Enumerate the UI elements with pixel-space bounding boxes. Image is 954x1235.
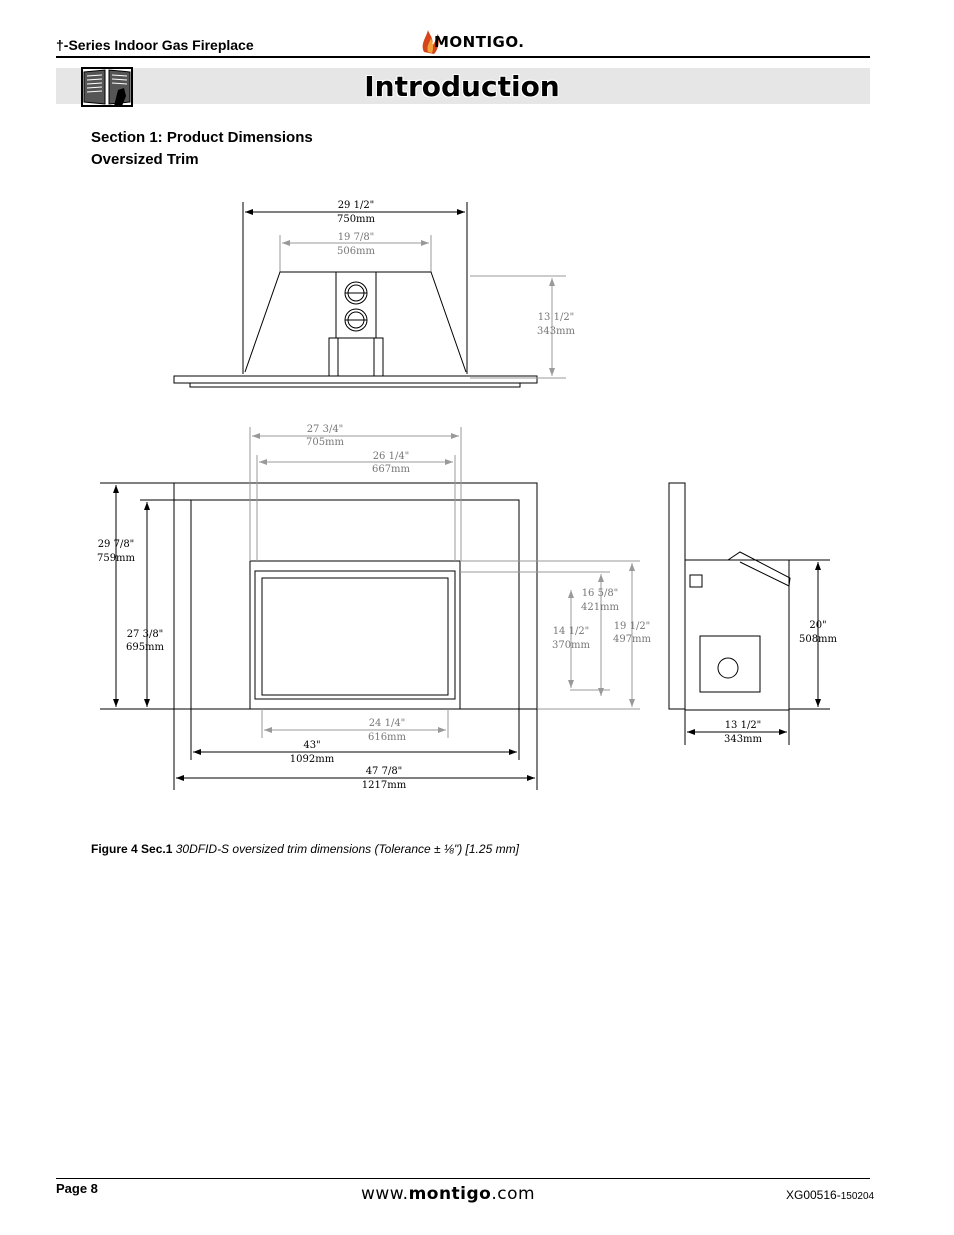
top-view — [174, 202, 566, 387]
figure-label: Figure 4 Sec.1 — [91, 842, 173, 856]
dim-firebox-height-mm: 497mm — [612, 634, 652, 645]
dim-glass-height-mm: 421mm — [580, 602, 620, 613]
figure-caption — [91, 842, 519, 856]
web-brand: montigo — [408, 1184, 492, 1204]
dim-side-height-mm: 508mm — [798, 634, 838, 645]
dim-firebox-width-mm: 667mm — [371, 464, 411, 475]
dim-glass-width: 24 1/4" — [368, 718, 406, 729]
dim-inner-trim-width-mm: 1092mm — [289, 754, 335, 765]
dim-opening-width: 27 3/4" — [306, 424, 344, 435]
dim-top-inner-mm: 506mm — [336, 246, 376, 257]
dim-firebox-width: 26 1/4" — [372, 451, 410, 462]
dim-glass-width-mm: 616mm — [367, 732, 407, 743]
side-view — [669, 483, 830, 745]
footer-rule — [56, 1178, 870, 1179]
dim-top-depth-mm: 343mm — [536, 326, 576, 337]
dim-top-inner: 19 7/8" — [337, 232, 375, 243]
dim-trim-height-mm: 759mm — [96, 553, 136, 564]
dim-firebox-height: 19 1/2" — [613, 621, 651, 632]
doc-revision: 150204 — [840, 1191, 875, 1202]
document-number — [786, 1188, 874, 1202]
series-title: †-Series Indoor Gas Fireplace — [56, 37, 254, 53]
dim-side-depth-mm: 343mm — [723, 734, 763, 745]
dim-trim-height: 29 7/8" — [97, 539, 135, 550]
dim-inner-trim-height-mm: 695mm — [125, 642, 165, 653]
website-url — [361, 1184, 535, 1204]
web-prefix: www. — [361, 1184, 409, 1204]
dim-side-depth: 13 1/2" — [724, 720, 762, 731]
dim-top-width: 29 1/2" — [337, 200, 375, 211]
dim-opening-height: 14 1/2" — [552, 626, 590, 637]
dim-top-depth: 13 1/2" — [537, 312, 575, 323]
dim-side-height: 20" — [809, 620, 827, 631]
dim-top-width-mm: 750mm — [336, 214, 376, 225]
dim-inner-trim-height: 27 3/8" — [126, 629, 164, 640]
page-title: Introduction — [364, 70, 560, 103]
dim-trim-width: 47 7/8" — [365, 766, 403, 777]
section-subheading: Oversized Trim — [91, 151, 199, 168]
dim-opening-width-mm: 705mm — [305, 437, 345, 448]
dim-trim-width-mm: 1217mm — [361, 780, 407, 791]
dim-glass-height: 16 5/8" — [581, 588, 619, 599]
web-suffix: .com — [491, 1184, 536, 1204]
page-number: Page 8 — [56, 1181, 98, 1196]
section-heading: Section 1: Product Dimensions — [91, 129, 313, 146]
dim-opening-height-mm: 370mm — [551, 640, 591, 651]
doc-number: XG00516- — [786, 1188, 841, 1202]
dim-inner-trim-width: 43" — [303, 740, 321, 751]
logo-text: MONTIGO. — [434, 33, 525, 51]
figure-caption-text: 30DFID-S oversized trim dimensions (Tolerance ± ⅛") [1.25 mm] — [175, 842, 519, 856]
